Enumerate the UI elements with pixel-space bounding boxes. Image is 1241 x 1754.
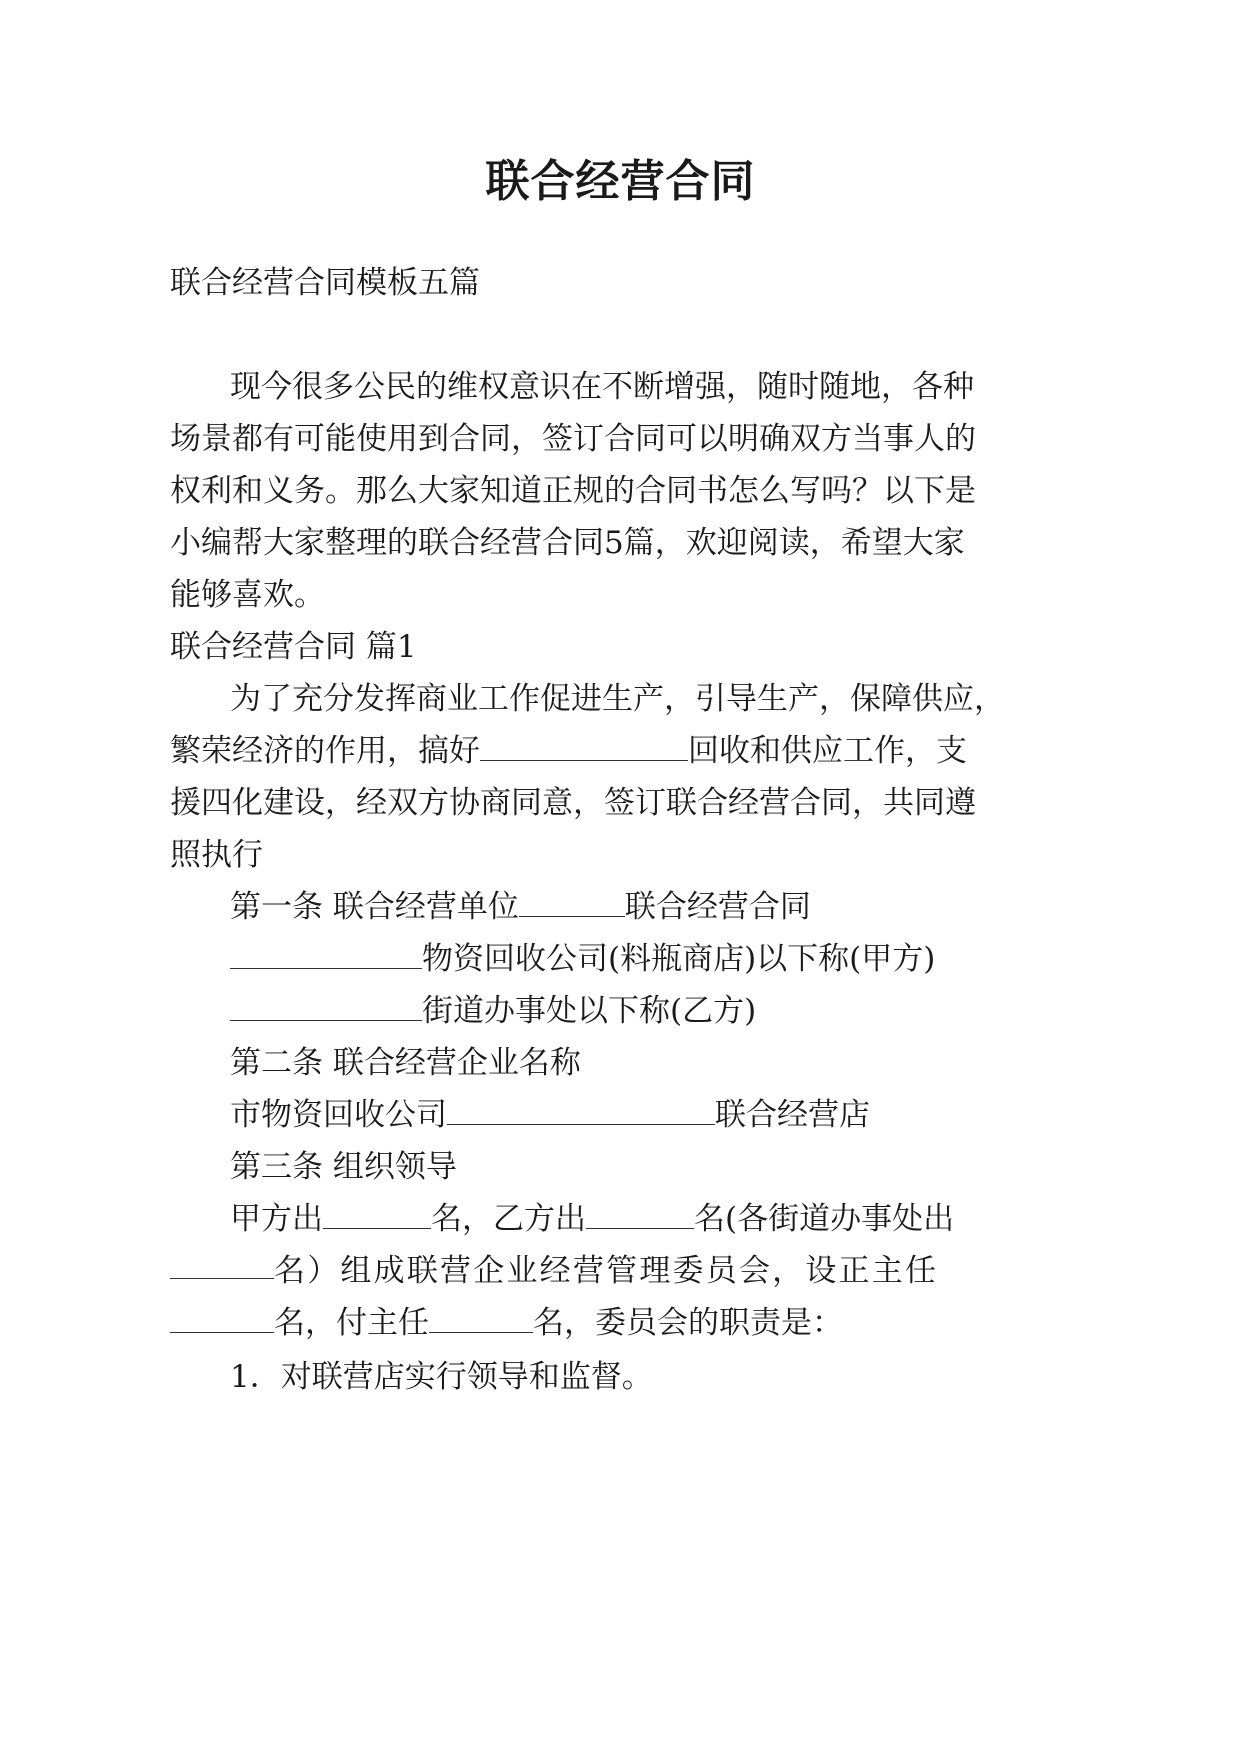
preamble-line-1: 为了充分发挥商业工作促进生产，引导生产，保障供应， — [230, 681, 1005, 717]
article-3-l1-b: 名，乙方出 — [431, 1201, 586, 1237]
preamble-line-2-start: 繁荣经济的作用，搞好 — [170, 733, 480, 769]
party-a-text: 物资回收公司(料瓶商店)以下称(甲方) — [422, 941, 936, 977]
article-2-label: 第二条 联合经营企业名称 — [230, 1045, 581, 1081]
section-heading: 联合经营合同 篇1 — [170, 629, 417, 665]
article-1-label — [230, 886, 811, 928]
article-3-l3-a: 名，付主任 — [274, 1305, 429, 1341]
blank-field — [170, 1304, 274, 1333]
blank-field — [230, 940, 422, 969]
article-1-party-a — [230, 938, 935, 980]
preamble-line-2 — [170, 730, 967, 772]
intro-line-2: 场景都有可能使用到合同，签订合同可以明确双方当事人的 — [170, 421, 976, 457]
blank-field — [230, 992, 422, 1021]
document-title: 联合经营合同 — [485, 156, 756, 207]
article-3-l1-c: 名(各街道办事处出 — [694, 1201, 955, 1237]
article-2-name-prefix: 市物资回收公司 — [230, 1097, 447, 1133]
preamble-line-4: 照执行 — [170, 837, 263, 873]
article-3-item-1: 1．对联营店实行领导和监督。 — [230, 1359, 653, 1395]
article-3-label: 第三条 组织领导 — [230, 1149, 457, 1185]
blank-field — [323, 1200, 431, 1229]
intro-line-4: 小编帮大家整理的联合经营合同5篇，欢迎阅读，希望大家 — [170, 525, 965, 561]
article-1-heading: 第一条 联合经营单位 — [230, 889, 519, 925]
article-3-line-2 — [170, 1250, 936, 1292]
intro-line-5: 能够喜欢。 — [170, 577, 325, 613]
party-b-text: 街道办事处以下称(乙方) — [422, 993, 757, 1029]
blank-field — [480, 732, 688, 761]
article-1-after: 联合经营合同 — [624, 889, 811, 925]
article-3-l2-a: 名）组成联营企业经营管理委员会，设正主任 — [274, 1253, 936, 1289]
preamble-line-2-end: 回收和供应工作，支 — [688, 733, 967, 769]
article-3-line-3 — [170, 1302, 843, 1344]
blank-field — [447, 1096, 715, 1125]
subtitle: 联合经营合同模板五篇 — [170, 265, 480, 301]
intro-line-1: 现今很多公民的维权意识在不断增强，随时随地，各种 — [230, 369, 974, 405]
article-1-party-b — [230, 990, 756, 1032]
preamble-line-3: 援四化建设，经双方协商同意，签订联合经营合同，共同遵 — [170, 785, 976, 821]
article-2-name-suffix: 联合经营店 — [715, 1097, 870, 1133]
blank-field — [586, 1200, 694, 1229]
article-3-line-1 — [230, 1198, 954, 1240]
blank-field — [170, 1250, 274, 1279]
blank-field — [519, 888, 625, 917]
article-2-name — [230, 1094, 870, 1136]
article-3-l3-b: 名，委员会的职责是： — [533, 1305, 843, 1341]
intro-line-3: 权利和义务。那么大家知道正规的合同书怎么写吗？以下是 — [170, 473, 976, 509]
blank-field — [429, 1304, 533, 1333]
article-3-l1-a: 甲方出 — [230, 1201, 323, 1237]
